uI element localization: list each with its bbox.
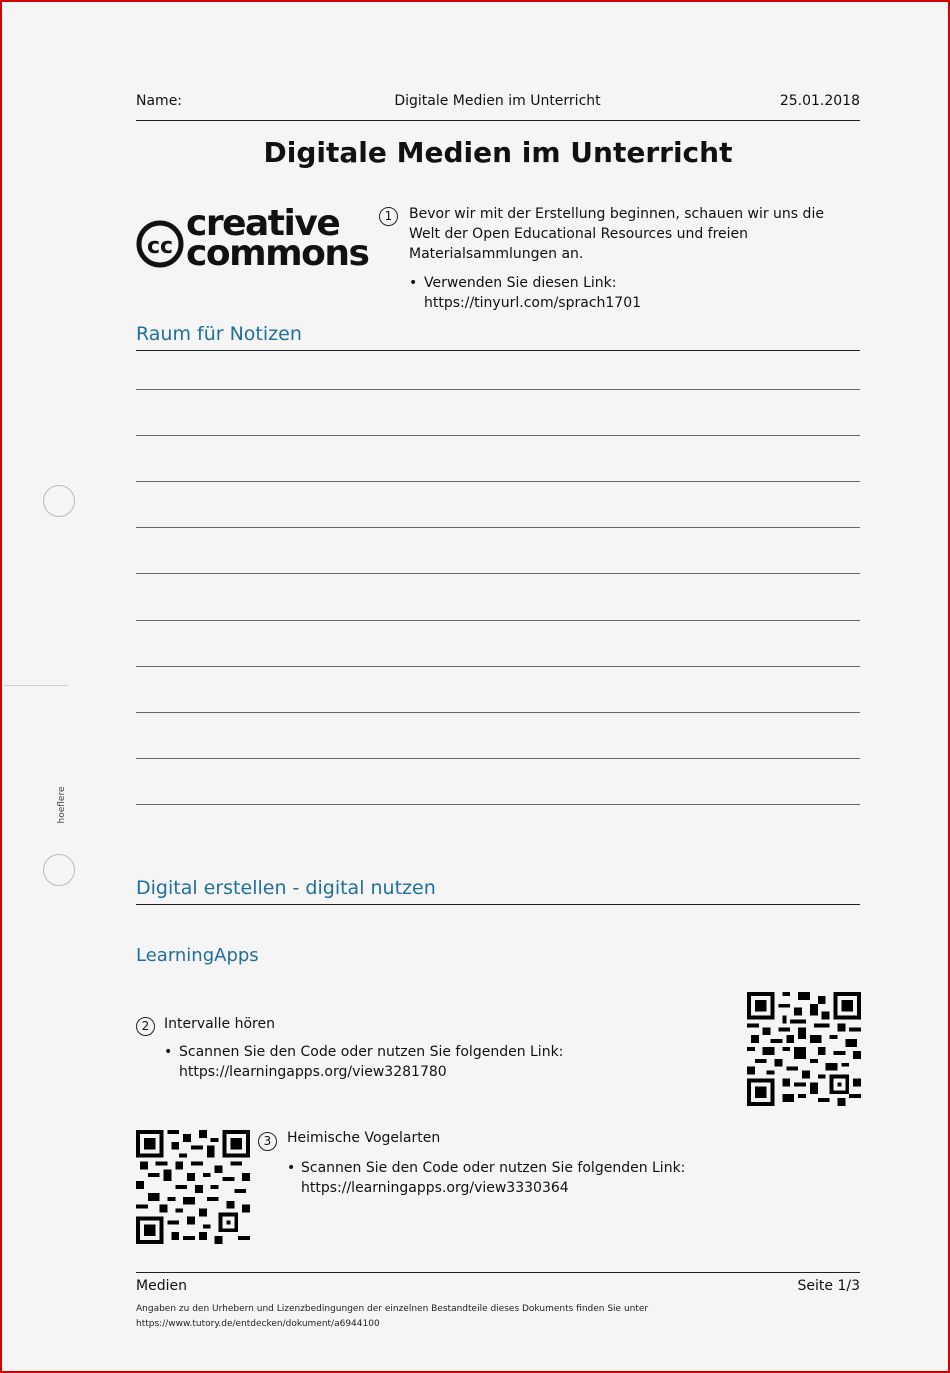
- header-title: Digitale Medien im Unterricht: [394, 93, 601, 109]
- task1-bullet-label: Verwenden Sie diesen Link:: [424, 275, 617, 291]
- logo-line2: commons: [186, 233, 369, 274]
- page-title: Digitale Medien im Unterricht: [263, 136, 733, 169]
- name-label: Name:: [136, 93, 183, 109]
- task1-number-badge: [379, 205, 398, 226]
- section2-rule: [136, 904, 860, 905]
- punch-hole-top: [43, 485, 75, 517]
- task1-number: 1: [379, 207, 398, 226]
- learningapps-heading: LearningApps: [136, 945, 259, 966]
- creative-commons-logo: [136, 203, 374, 276]
- task2-bullet-label: Scannen Sie den Code oder nutzen Sie folgenden Link:: [179, 1044, 564, 1060]
- punch-hole-bottom: [43, 854, 75, 886]
- task3-bullet-label: Scannen Sie den Code oder nutzen Sie folgenden Link:: [301, 1160, 686, 1176]
- section2-heading: Digital erstellen - digital nutzen: [136, 877, 436, 899]
- note-line: [136, 758, 860, 759]
- task2-number: 2: [136, 1017, 155, 1036]
- task2-title: Intervalle hören: [164, 1016, 275, 1032]
- margin-label: hoeflere: [57, 786, 67, 824]
- task3-qr-code: [136, 1129, 250, 1245]
- note-line: [136, 804, 860, 805]
- task3-number: 3: [258, 1132, 277, 1151]
- task2-number-badge: [136, 1015, 155, 1036]
- task2-link[interactable]: https://learningapps.org/view3281780: [179, 1064, 447, 1080]
- task3-link[interactable]: https://learningapps.org/view3330364: [301, 1180, 569, 1196]
- header-rule: [136, 120, 860, 121]
- task2-qr-code: [747, 991, 861, 1107]
- task1-link[interactable]: https://tinyurl.com/sprach1701: [424, 295, 642, 311]
- note-line: [136, 573, 860, 574]
- logo-line1: creative: [186, 203, 340, 244]
- note-line: [136, 389, 860, 390]
- task3-bullet: •: [287, 1160, 296, 1176]
- task3-title: Heimische Vogelarten: [287, 1130, 441, 1146]
- footer-credits-link[interactable]: https://www.tutory.de/entdecken/dokument/a6944100: [136, 1319, 380, 1329]
- footer-left: Medien: [136, 1278, 187, 1294]
- task3-number-badge: [258, 1130, 277, 1151]
- footer-page: Seite 1/3: [797, 1278, 860, 1294]
- fold-mark: [4, 685, 68, 686]
- task2-bullet: •: [164, 1044, 173, 1060]
- note-line: [136, 527, 860, 528]
- note-line: [136, 620, 860, 621]
- task1-bullet: •: [409, 275, 418, 291]
- note-line: [136, 712, 860, 713]
- note-line: [136, 666, 860, 667]
- footer-rule: [136, 1272, 860, 1273]
- header-date: 25.01.2018: [779, 93, 860, 109]
- footer-credits-1: Angaben zu den Urhebern und Lizenzbedingungen der einzelnen Bestandteile dieses Dokuments finden Sie unter: [136, 1304, 649, 1314]
- task1-text: Bevor wir mit der Erstellung beginnen, schauen wir uns die Welt der Open Educational Resources und freien Materialsammlungen an.: [409, 206, 824, 262]
- note-line: [136, 481, 860, 482]
- notes-rule: [136, 350, 860, 351]
- svg-text:cc: cc: [146, 234, 174, 259]
- notes-heading: Raum für Notizen: [136, 323, 302, 345]
- note-line: [136, 435, 860, 436]
